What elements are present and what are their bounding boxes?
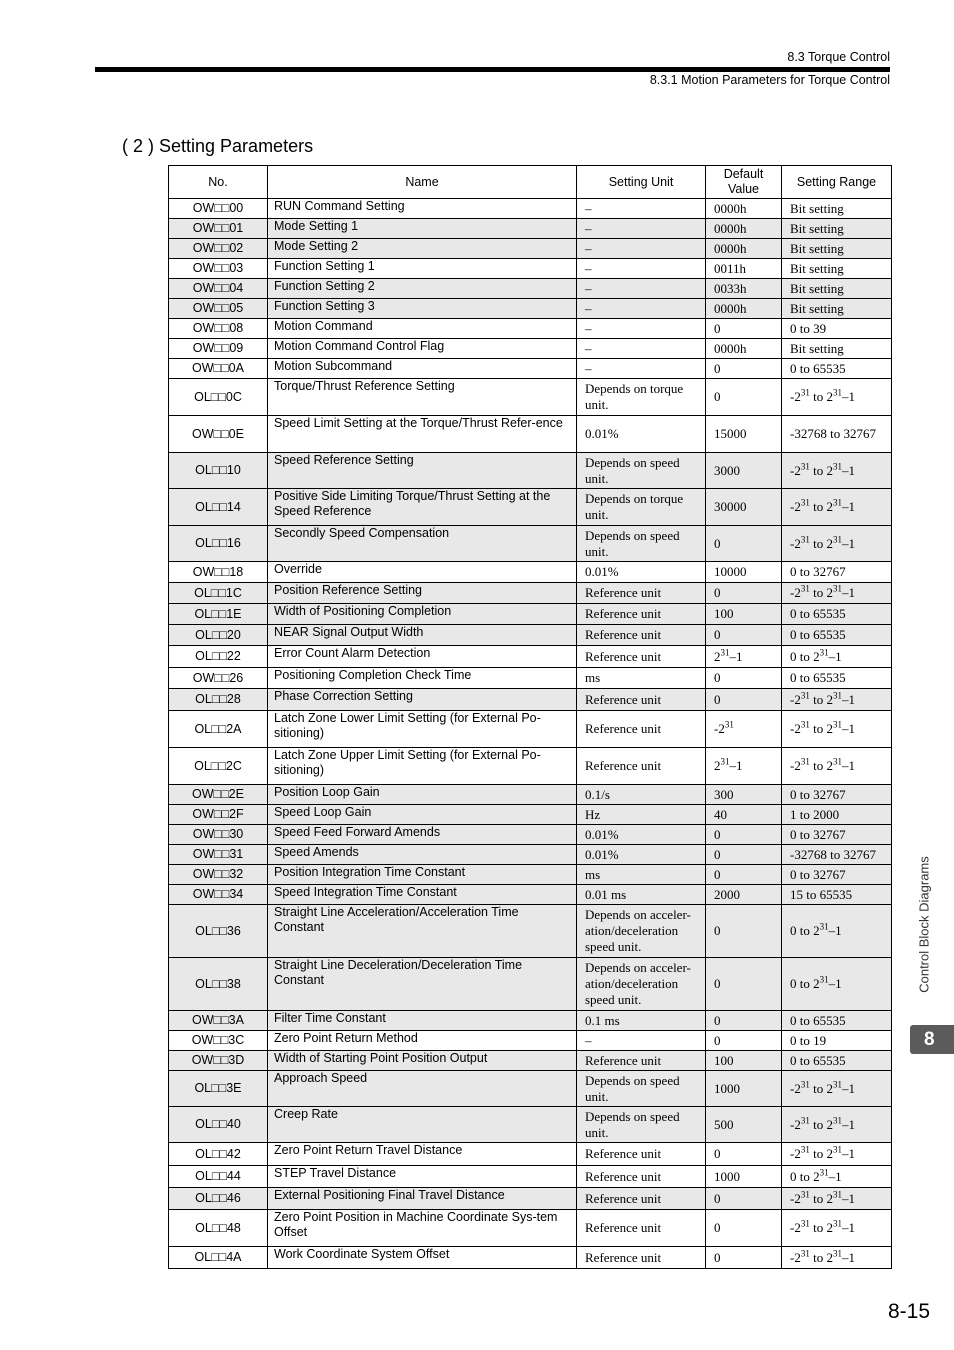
table-row <box>169 489 892 526</box>
table-row <box>169 453 892 489</box>
cell-register-no: OL□□20 <box>169 625 268 646</box>
cell-register-no: OL□□44 <box>169 1166 268 1188</box>
cell-setting-unit: ms <box>577 668 706 689</box>
table-row <box>169 1031 892 1051</box>
cell-setting-unit: Reference unit <box>577 1210 706 1247</box>
cell-parameter-name: Latch Zone Upper Limit Setting (for External Po-sitioning) <box>268 748 577 785</box>
cell-register-no: OW□□2E <box>169 785 268 805</box>
cell-setting-range: 0 to $2^{31}-1$ <box>782 646 892 668</box>
table-row <box>169 1188 892 1210</box>
cell-setting-unit: Depends on speed unit. <box>577 1071 706 1107</box>
cell-parameter-name: Secondly Speed Compensation <box>268 526 577 562</box>
cell-parameter-name: Position Integration Time Constant <box>268 865 577 885</box>
page-number: 8-15 <box>887 1300 930 1323</box>
table-row <box>169 625 892 646</box>
cell-parameter-name: Zero Point Return Travel Distance <box>268 1143 577 1166</box>
cell-setting-range: Bit setting <box>782 239 892 259</box>
cell-setting-range: 0 to 65535 <box>782 668 892 689</box>
cell-default-value: 10000 <box>706 562 782 583</box>
table-row <box>169 805 892 825</box>
table-row <box>169 199 892 219</box>
table-row <box>169 259 892 279</box>
table-row <box>169 711 892 748</box>
cell-parameter-name: Error Count Alarm Detection <box>268 646 577 668</box>
cell-parameter-name: Function Setting 3 <box>268 299 577 319</box>
table-row <box>169 299 892 319</box>
cell-setting-unit: Reference unit <box>577 1188 706 1210</box>
cell-setting-range: Bit setting <box>782 219 892 239</box>
cell-setting-unit: Depends on acceler-ation/deceleration speed unit. <box>577 958 706 1011</box>
header-rule <box>95 67 890 72</box>
cell-register-no: OW□□02 <box>169 239 268 259</box>
table-row <box>169 1210 892 1247</box>
cell-setting-range: $-2^{31}$ to $2^{31}-1$ <box>782 453 892 489</box>
cell-register-no: OL□□2C <box>169 748 268 785</box>
cell-parameter-name: Creep Rate <box>268 1107 577 1143</box>
cell-register-no: OL□□1C <box>169 583 268 604</box>
cell-setting-unit: – <box>577 199 706 219</box>
cell-register-no: OW□□04 <box>169 279 268 299</box>
cell-register-no: OW□□18 <box>169 562 268 583</box>
cell-register-no: OW□□34 <box>169 885 268 905</box>
cell-setting-range: 0 to 32767 <box>782 825 892 845</box>
cell-setting-unit: – <box>577 319 706 339</box>
cell-setting-range: $-2^{31}$ to $2^{31}-1$ <box>782 1247 892 1269</box>
table-row <box>169 646 892 668</box>
cell-parameter-name: Mode Setting 2 <box>268 239 577 259</box>
cell-setting-unit: – <box>577 279 706 299</box>
section-title: ( 2 ) Setting Parameters <box>122 136 314 156</box>
cell-setting-range: $-2^{31}$ to $2^{31}-1$ <box>782 1188 892 1210</box>
cell-register-no: OL□□0C <box>169 379 268 416</box>
cell-setting-unit: – <box>577 339 706 359</box>
table-row <box>169 748 892 785</box>
cell-default-value: 0 <box>706 526 782 562</box>
cell-setting-unit: Reference unit <box>577 1143 706 1166</box>
cell-register-no: OL□□16 <box>169 526 268 562</box>
table-row <box>169 339 892 359</box>
cell-setting-range: 0 to 65535 <box>782 604 892 625</box>
cell-default-value: 0 <box>706 1031 782 1051</box>
cell-setting-range: 0 to 32767 <box>782 785 892 805</box>
cell-parameter-name: Speed Feed Forward Amends <box>268 825 577 845</box>
cell-register-no: OL□□14 <box>169 489 268 526</box>
cell-default-value: 30000 <box>706 489 782 526</box>
cell-default-value: 0000h <box>706 239 782 259</box>
cell-default-value: 0033h <box>706 279 782 299</box>
table-row <box>169 1107 892 1143</box>
cell-default-value: 500 <box>706 1107 782 1143</box>
cell-register-no: OW□□05 <box>169 299 268 319</box>
cell-register-no: OL□□36 <box>169 905 268 958</box>
cell-register-no: OW□□3A <box>169 1011 268 1031</box>
cell-default-value: 0 <box>706 1188 782 1210</box>
cell-register-no: OW□□32 <box>169 865 268 885</box>
cell-parameter-name: Function Setting 1 <box>268 259 577 279</box>
cell-setting-range: $-2^{31}$ to $2^{31}-1$ <box>782 1143 892 1166</box>
table-row <box>169 905 892 958</box>
cell-default-value: 15000 <box>706 416 782 453</box>
cell-default-value: 0 <box>706 625 782 646</box>
table-row <box>169 1011 892 1031</box>
cell-register-no: OW□□3D <box>169 1051 268 1071</box>
cell-register-no: OL□□10 <box>169 453 268 489</box>
column-header-no: No. <box>169 166 268 199</box>
cell-setting-unit: 0.01 ms <box>577 885 706 905</box>
cell-register-no: OL□□2A <box>169 711 268 748</box>
cell-default-value: 2000 <box>706 885 782 905</box>
cell-setting-unit: – <box>577 359 706 379</box>
cell-register-no: OW□□0E <box>169 416 268 453</box>
cell-setting-unit: ms <box>577 865 706 885</box>
cell-setting-range: $-2^{31}$ to $2^{31}-1$ <box>782 379 892 416</box>
cell-default-value: 1000 <box>706 1166 782 1188</box>
cell-setting-range: Bit setting <box>782 339 892 359</box>
cell-default-value: 1000 <box>706 1071 782 1107</box>
running-header-subsection: 8.3.1 Motion Parameters for Torque Control <box>649 73 890 87</box>
cell-parameter-name: Zero Point Position in Machine Coordinate Sys-tem Offset <box>268 1210 577 1247</box>
cell-parameter-name: Speed Amends <box>268 845 577 865</box>
table-row <box>169 825 892 845</box>
cell-parameter-name: Torque/Thrust Reference Setting <box>268 379 577 416</box>
cell-setting-unit: Reference unit <box>577 646 706 668</box>
cell-parameter-name: Motion Subcommand <box>268 359 577 379</box>
running-header-section: 8.3 Torque Control <box>787 50 890 64</box>
column-header-setting-unit: Setting Unit <box>577 166 706 199</box>
cell-default-value: 0 <box>706 1143 782 1166</box>
cell-parameter-name: Zero Point Return Method <box>268 1031 577 1051</box>
cell-parameter-name: Motion Command Control Flag <box>268 339 577 359</box>
cell-setting-unit: 0.1/s <box>577 785 706 805</box>
cell-default-value: 0 <box>706 825 782 845</box>
cell-register-no: OW□□09 <box>169 339 268 359</box>
cell-setting-range: -32768 to 32767 <box>782 845 892 865</box>
cell-parameter-name: Speed Loop Gain <box>268 805 577 825</box>
cell-default-value: 0 <box>706 865 782 885</box>
cell-setting-unit: Reference unit <box>577 604 706 625</box>
cell-default-value: $2^{31}-1$ <box>706 748 782 785</box>
cell-default-value: 0 <box>706 1210 782 1247</box>
cell-default-value: 300 <box>706 785 782 805</box>
cell-default-value: 0 <box>706 1247 782 1269</box>
cell-setting-unit: Reference unit <box>577 625 706 646</box>
cell-default-value: 0 <box>706 379 782 416</box>
table-row <box>169 1071 892 1107</box>
cell-parameter-name: Latch Zone Lower Limit Setting (for External Po-sitioning) <box>268 711 577 748</box>
cell-default-value: $-2^{31}$ <box>706 711 782 748</box>
cell-register-no: OL□□22 <box>169 646 268 668</box>
cell-parameter-name: Width of Positioning Completion <box>268 604 577 625</box>
cell-setting-unit: Reference unit <box>577 689 706 711</box>
table-body <box>169 199 892 1269</box>
cell-setting-range: $-2^{31}$ to $2^{31}-1$ <box>782 1071 892 1107</box>
cell-setting-unit: – <box>577 239 706 259</box>
cell-default-value: 0000h <box>706 219 782 239</box>
table-header-row <box>169 166 892 199</box>
cell-parameter-name: Straight Line Deceleration/Deceleration Time Constant <box>268 958 577 1011</box>
cell-register-no: OW□□30 <box>169 825 268 845</box>
cell-setting-range: 0 to 65535 <box>782 1011 892 1031</box>
table-row <box>169 319 892 339</box>
cell-parameter-name: Positive Side Limiting Torque/Thrust Setting at the Speed Reference <box>268 489 577 526</box>
cell-default-value: 0011h <box>706 259 782 279</box>
cell-default-value: 0000h <box>706 339 782 359</box>
column-header-name: Name <box>268 166 577 199</box>
parameters-table <box>168 165 892 1269</box>
cell-register-no: OL□□40 <box>169 1107 268 1143</box>
cell-parameter-name: Function Setting 2 <box>268 279 577 299</box>
cell-setting-unit: 0.01% <box>577 845 706 865</box>
cell-default-value: 0 <box>706 583 782 604</box>
cell-setting-range: 0 to $2^{31}-1$ <box>782 958 892 1011</box>
table-row <box>169 279 892 299</box>
cell-setting-unit: Reference unit <box>577 711 706 748</box>
cell-setting-range: $-2^{31}$ to $2^{31}-1$ <box>782 689 892 711</box>
side-tab-label <box>908 852 930 1004</box>
cell-parameter-name: Position Reference Setting <box>268 583 577 604</box>
cell-setting-unit: 0.01% <box>577 562 706 583</box>
cell-register-no: OL□□3E <box>169 1071 268 1107</box>
cell-register-no: OL□□46 <box>169 1188 268 1210</box>
cell-register-no: OW□□2F <box>169 805 268 825</box>
cell-default-value: 0000h <box>706 299 782 319</box>
cell-setting-range: $-2^{31}$ to $2^{31}-1$ <box>782 583 892 604</box>
cell-setting-range: 0 to 19 <box>782 1031 892 1051</box>
cell-setting-unit: Hz <box>577 805 706 825</box>
table-row <box>169 239 892 259</box>
cell-parameter-name: NEAR Signal Output Width <box>268 625 577 646</box>
cell-parameter-name: Positioning Completion Check Time <box>268 668 577 689</box>
cell-default-value: 0 <box>706 958 782 1011</box>
column-header-default-value: Default Value <box>706 166 782 199</box>
cell-setting-range: 0 to $2^{31}-1$ <box>782 1166 892 1188</box>
cell-setting-range: -32768 to 32767 <box>782 416 892 453</box>
cell-register-no: OL□□48 <box>169 1210 268 1247</box>
chapter-tab: 8 <box>910 1025 954 1054</box>
cell-register-no: OW□□3C <box>169 1031 268 1051</box>
cell-default-value: 3000 <box>706 453 782 489</box>
table-row <box>169 845 892 865</box>
table-row <box>169 526 892 562</box>
table-row <box>169 689 892 711</box>
cell-default-value: $2^{31}-1$ <box>706 646 782 668</box>
table-row <box>169 1143 892 1166</box>
cell-register-no: OW□□31 <box>169 845 268 865</box>
cell-parameter-name: Approach Speed <box>268 1071 577 1107</box>
table-row <box>169 885 892 905</box>
cell-register-no: OW□□03 <box>169 259 268 279</box>
cell-default-value: 0 <box>706 668 782 689</box>
cell-register-no: OL□□28 <box>169 689 268 711</box>
cell-setting-unit: Depends on speed unit. <box>577 526 706 562</box>
table-row <box>169 1166 892 1188</box>
cell-default-value: 0 <box>706 1011 782 1031</box>
table-row <box>169 379 892 416</box>
table-row <box>169 416 892 453</box>
cell-default-value: 0 <box>706 905 782 958</box>
cell-setting-unit: – <box>577 219 706 239</box>
cell-register-no: OL□□42 <box>169 1143 268 1166</box>
table-row <box>169 1247 892 1269</box>
column-header-setting-range: Setting Range <box>782 166 892 199</box>
cell-setting-unit: – <box>577 1031 706 1051</box>
cell-default-value: 40 <box>706 805 782 825</box>
cell-default-value: 0 <box>706 845 782 865</box>
cell-setting-unit: Depends on torque unit. <box>577 379 706 416</box>
cell-setting-range: $-2^{31}$ to $2^{31}-1$ <box>782 489 892 526</box>
cell-parameter-name: Filter Time Constant <box>268 1011 577 1031</box>
cell-setting-range: Bit setting <box>782 299 892 319</box>
cell-setting-range: 15 to 65535 <box>782 885 892 905</box>
cell-setting-unit: 0.01% <box>577 416 706 453</box>
cell-setting-range: $-2^{31}$ to $2^{31}-1$ <box>782 748 892 785</box>
cell-parameter-name: Override <box>268 562 577 583</box>
cell-setting-unit: 0.01% <box>577 825 706 845</box>
cell-setting-range: 0 to 32767 <box>782 865 892 885</box>
table-row <box>169 668 892 689</box>
cell-setting-range: 0 to 65535 <box>782 1051 892 1071</box>
cell-parameter-name: Straight Line Acceleration/Acceleration Time Constant <box>268 905 577 958</box>
cell-setting-unit: – <box>577 259 706 279</box>
cell-setting-range: $-2^{31}$ to $2^{31}-1$ <box>782 1107 892 1143</box>
cell-setting-unit: 0.1 ms <box>577 1011 706 1031</box>
table-row <box>169 785 892 805</box>
cell-default-value: 0 <box>706 359 782 379</box>
cell-setting-range: 0 to $2^{31}-1$ <box>782 905 892 958</box>
cell-default-value: 0000h <box>706 199 782 219</box>
cell-default-value: 0 <box>706 319 782 339</box>
cell-setting-range: Bit setting <box>782 279 892 299</box>
table-row <box>169 1051 892 1071</box>
cell-parameter-name: Mode Setting 1 <box>268 219 577 239</box>
cell-register-no: OW□□00 <box>169 199 268 219</box>
cell-register-no: OW□□08 <box>169 319 268 339</box>
cell-setting-unit: Depends on acceler-ation/deceleration speed unit. <box>577 905 706 958</box>
table-row <box>169 865 892 885</box>
cell-parameter-name: Width of Starting Point Position Output <box>268 1051 577 1071</box>
cell-parameter-name: Speed Reference Setting <box>268 453 577 489</box>
cell-setting-unit: Reference unit <box>577 583 706 604</box>
cell-setting-unit: Reference unit <box>577 1247 706 1269</box>
table-row <box>169 359 892 379</box>
cell-setting-unit: Depends on speed unit. <box>577 1107 706 1143</box>
cell-parameter-name: RUN Command Setting <box>268 199 577 219</box>
cell-register-no: OL□□4A <box>169 1247 268 1269</box>
cell-register-no: OW□□0A <box>169 359 268 379</box>
cell-parameter-name: Speed Integration Time Constant <box>268 885 577 905</box>
cell-parameter-name: Speed Limit Setting at the Torque/Thrust Refer-ence <box>268 416 577 453</box>
table-row <box>169 583 892 604</box>
table-row <box>169 562 892 583</box>
cell-setting-unit: Reference unit <box>577 1051 706 1071</box>
cell-setting-range: $-2^{31}$ to $2^{31}-1$ <box>782 526 892 562</box>
cell-parameter-name: STEP Travel Distance <box>268 1166 577 1188</box>
cell-register-no: OL□□38 <box>169 958 268 1011</box>
cell-setting-range: 0 to 65535 <box>782 359 892 379</box>
cell-setting-range: 0 to 39 <box>782 319 892 339</box>
table-row <box>169 958 892 1011</box>
cell-setting-unit: Reference unit <box>577 1166 706 1188</box>
cell-register-no: OL□□1E <box>169 604 268 625</box>
cell-default-value: 100 <box>706 604 782 625</box>
cell-setting-range: $-2^{31}$ to $2^{31}-1$ <box>782 711 892 748</box>
cell-register-no: OW□□26 <box>169 668 268 689</box>
cell-setting-range: 0 to 65535 <box>782 625 892 646</box>
cell-default-value: 0 <box>706 689 782 711</box>
table-row <box>169 604 892 625</box>
table-row <box>169 219 892 239</box>
cell-parameter-name: Motion Command <box>268 319 577 339</box>
cell-setting-range: Bit setting <box>782 199 892 219</box>
cell-setting-range: 0 to 32767 <box>782 562 892 583</box>
cell-setting-range: $-2^{31}$ to $2^{31}-1$ <box>782 1210 892 1247</box>
cell-setting-range: Bit setting <box>782 259 892 279</box>
cell-register-no: OW□□01 <box>169 219 268 239</box>
cell-setting-range: 1 to 2000 <box>782 805 892 825</box>
cell-parameter-name: Position Loop Gain <box>268 785 577 805</box>
cell-parameter-name: Phase Correction Setting <box>268 689 577 711</box>
cell-setting-unit: – <box>577 299 706 319</box>
cell-setting-unit: Reference unit <box>577 748 706 785</box>
cell-setting-unit: Depends on torque unit. <box>577 489 706 526</box>
cell-parameter-name: External Positioning Final Travel Distance <box>268 1188 577 1210</box>
side-label-text: Control Block Diagrams <box>916 856 932 993</box>
cell-parameter-name: Work Coordinate System Offset <box>268 1247 577 1269</box>
cell-setting-unit: Depends on speed unit. <box>577 453 706 489</box>
cell-default-value: 100 <box>706 1051 782 1071</box>
